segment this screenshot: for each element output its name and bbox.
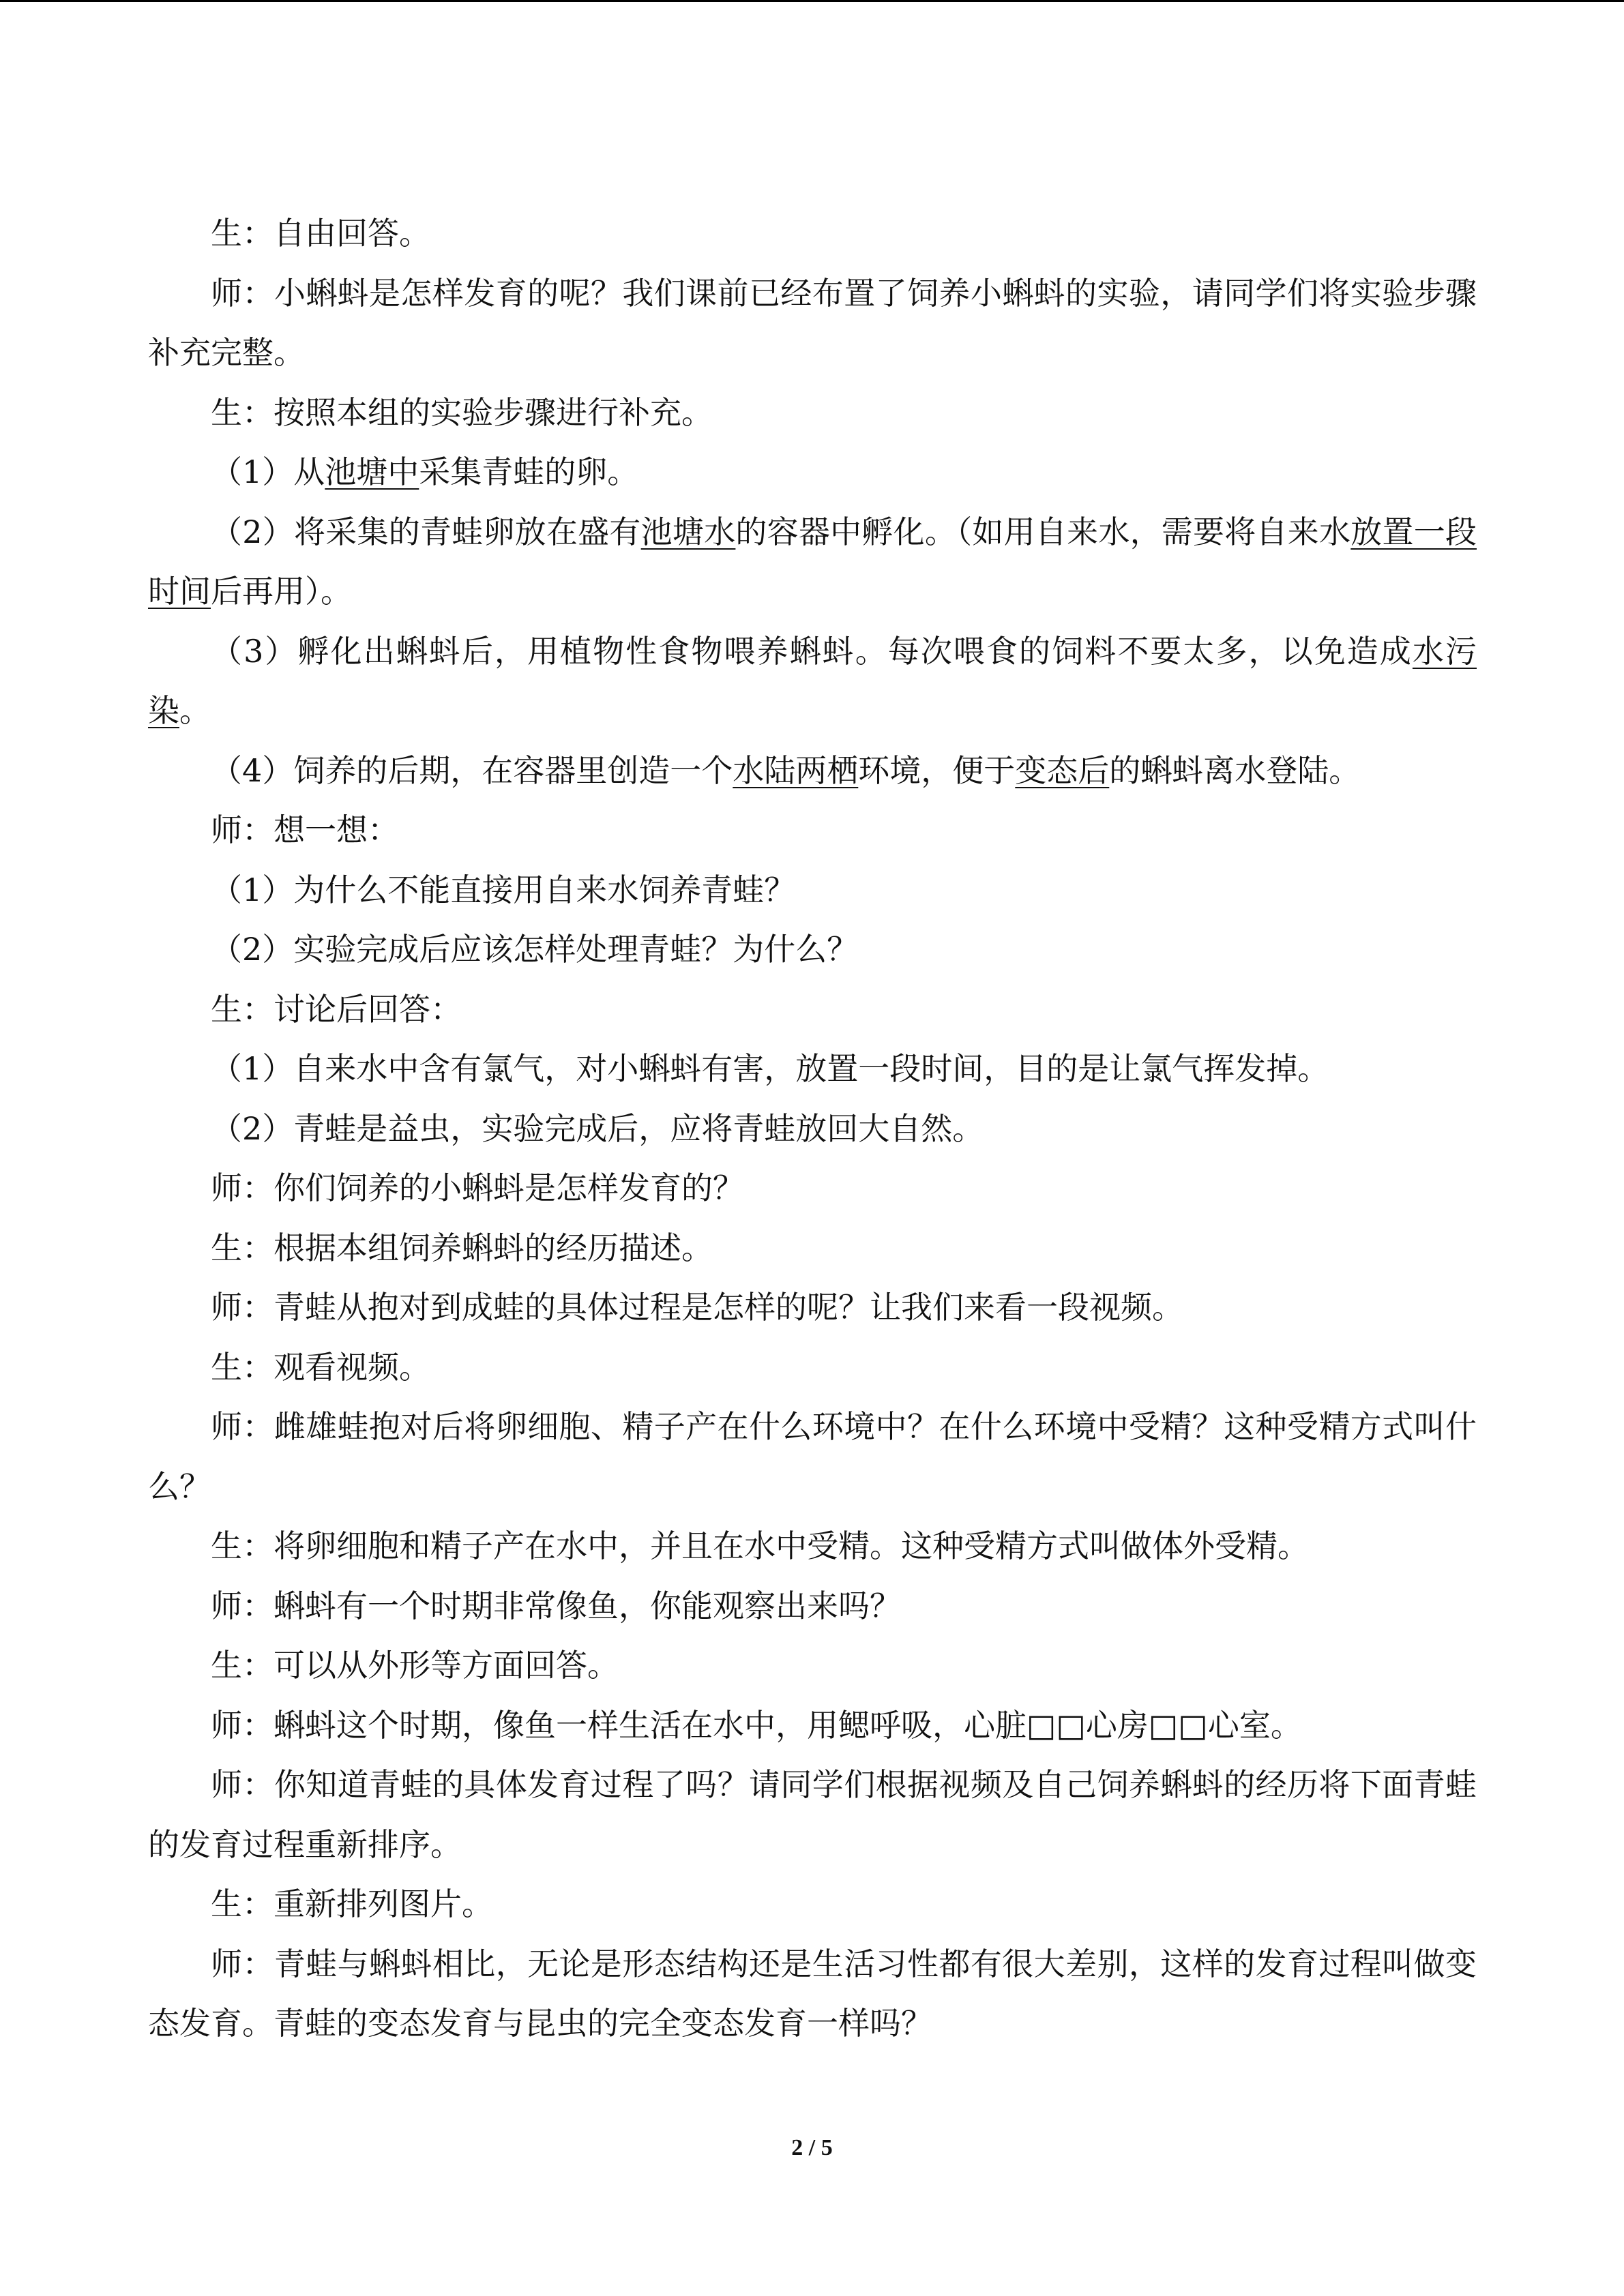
step-3-text-a: （3）孵化出蝌蚪后，用植物性食物喂养蝌蚪。每次喂食的饲料不要太多，以免造成 [211, 632, 1413, 670]
step-4-underline-b: 变态后 [1015, 751, 1110, 789]
step-2 [148, 503, 1477, 622]
step-2-underline-a: 池塘水 [640, 513, 736, 550]
step-4 [148, 741, 1477, 801]
paragraph-8: 师：想一想： [211, 811, 399, 848]
step-1 [148, 443, 1477, 503]
step-2-text-a: （2）将采集的青蛙卵放在盛有 [211, 513, 641, 550]
paragraph-3: 生：按照本组的实验步骤进行补充。 [211, 393, 713, 431]
step-4-underline-a: 水陆两栖 [733, 751, 859, 789]
step-4-text-b: 环境，便于 [858, 751, 1016, 789]
step-3-text-b: 。 [179, 692, 211, 729]
step-1-text-a: （1）从 [211, 453, 325, 490]
step-4-text-c: 的蝌蚪离水登陆。 [1109, 751, 1361, 789]
answer-1: （1）自来水中含有氯气，对小蝌蚪有害，放置一段时间，目的是让氯气挥发掉。 [211, 1050, 1329, 1087]
step-1-underline-a: 池塘中 [325, 453, 419, 490]
paragraph-17: 生：观看视频。 [211, 1348, 430, 1386]
step-3 [148, 622, 1477, 741]
step-2-text-c: 后再用）。 [211, 573, 352, 610]
step-2-text-b: 的容器中孵化。（如用自来水，需要将自来水 [735, 513, 1351, 550]
paragraph-25: 师：青蛙与蝌蚪相比，无论是形态结构还是生活习性都有很大差别，这样的发育过程叫做变态发育。青蛙的变态发育与昆虫的完全变态发育一样吗？ [148, 1945, 1477, 2042]
paragraph-11: 生：讨论后回答： [211, 990, 462, 1028]
step-4-text-a: （4）饲养的后期，在容器里创造一个 [211, 751, 733, 789]
paragraph-18: 师：雌雄蛙抱对后将卵细胞、精子产在什么环境中？在什么环境中受精？这种受精方式叫什么？ [148, 1408, 1477, 1505]
question-2: （2）实验完成后应该怎样处理青蛙？为什么？ [211, 931, 859, 968]
paragraph-23: 师：你知道青蛙的具体发育过程了吗？请同学们根据视频及自己饲养蝌蚪的经历将下面青蛙的发育过程重新排序。 [148, 1766, 1477, 1863]
paragraph-2: 师：小蝌蚪是怎样发育的呢？我们课前已经布置了饲养小蝌蚪的实验，请同学们将实验步骤补充完整。 [148, 274, 1477, 371]
page-number: 2 / 5 [791, 2135, 833, 2160]
paragraph-21: 生：可以从外形等方面回答。 [211, 1647, 619, 1684]
paragraph-14: 师：你们饲养的小蝌蚪是怎样发育的？ [211, 1169, 744, 1206]
paragraph-24: 生：重新排列图片。 [211, 1885, 493, 1922]
document-body [148, 204, 1477, 2054]
paragraph-15: 生：根据本组饲养蝌蚪的经历描述。 [211, 1229, 713, 1266]
question-1: （1）为什么不能直接用自来水饲养青蛙？ [211, 871, 796, 908]
paragraph-22: 师：蝌蚪这个时期，像鱼一样生活在水中，用鳃呼吸，心脏□□心房□□心室。 [211, 1706, 1302, 1744]
paragraph-20: 师：蝌蚪有一个时期非常像鱼，你能观察出来吗？ [211, 1587, 901, 1624]
answer-2: （2）青蛙是益虫，实验完成后，应将青蛙放回大自然。 [211, 1109, 984, 1147]
step-3-underline-a: 水污染 [148, 632, 1477, 729]
step-1-text-b: 采集青蛙的卵。 [419, 453, 639, 490]
paragraph-16: 师：青蛙从抱对到成蛙的具体过程是怎样的呢？让我们来看一段视频。 [211, 1289, 1183, 1326]
step-2-underline-b: 放置一段时间 [148, 513, 1477, 610]
paragraph-1: 生：自由回答。 [211, 215, 430, 252]
paragraph-19: 生：将卵细胞和精子产在水中，并且在水中受精。这种受精方式叫做体外受精。 [211, 1527, 1309, 1564]
